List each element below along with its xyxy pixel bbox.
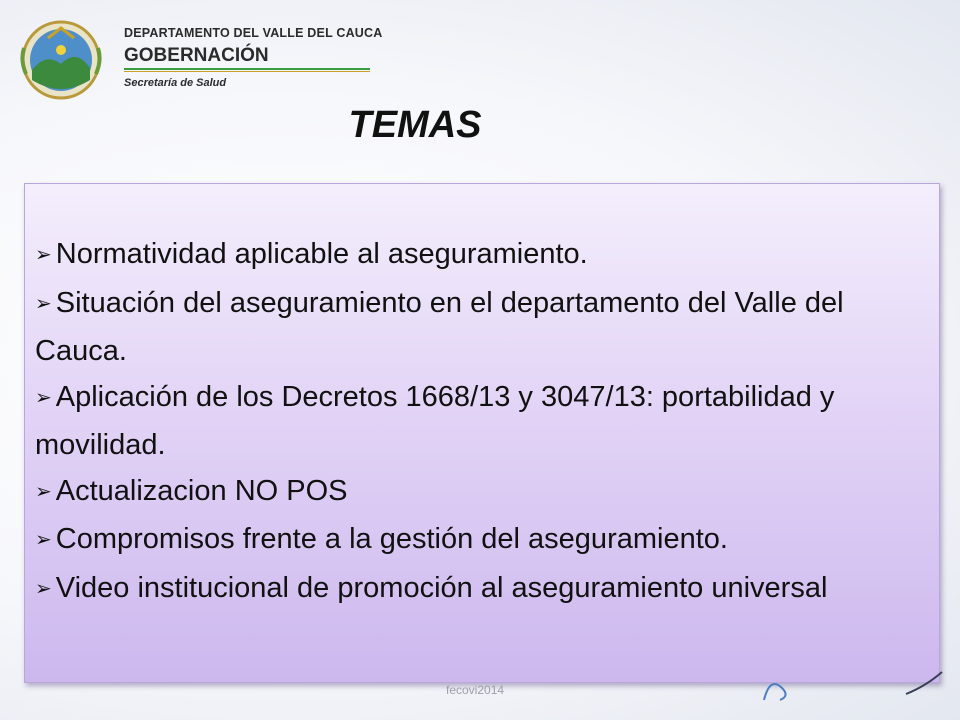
topic-text: Normatividad aplicable al aseguramiento.	[55, 238, 588, 270]
arrow-bullet-icon: ➢	[35, 577, 52, 600]
topic-text: Actualizacion NO POS	[55, 474, 348, 507]
header-logo	[18, 18, 383, 108]
topic-item	[35, 232, 925, 281]
topic-item	[35, 281, 925, 375]
topics-box	[24, 183, 940, 683]
governorate-name: GOBERNACIÓN	[124, 45, 269, 66]
decorative-swirl-icon	[756, 666, 946, 706]
topic-text: Video institucional de promoción al aseguramiento universal	[55, 571, 828, 604]
topic-item	[35, 469, 925, 518]
arrow-bullet-icon: ➢	[35, 386, 52, 409]
header-rule-green	[124, 68, 370, 70]
topic-list	[35, 232, 925, 614]
coat-of-arms-icon	[18, 18, 104, 102]
topic-item	[35, 566, 925, 615]
topic-text: Situación del aseguramiento en el departamento del Valle del Cauca.	[35, 286, 844, 367]
slide-title: TEMAS	[348, 104, 482, 146]
topic-item	[35, 375, 925, 469]
department-name: DEPARTAMENTO DEL VALLE DEL CAUCA	[124, 26, 383, 40]
header-rule-gold	[124, 71, 370, 72]
topic-text: Compromisos frente a la gestión del aseguramiento.	[55, 523, 728, 555]
arrow-bullet-icon: ➢	[35, 480, 52, 503]
arrow-bullet-icon: ➢	[35, 529, 52, 551]
footer-note: fecovi2014	[446, 683, 505, 697]
topic-item	[35, 517, 925, 566]
secretariat-name: Secretaría de Salud	[124, 77, 227, 89]
arrow-bullet-icon: ➢	[35, 244, 52, 266]
topic-text: Aplicación de los Decretos 1668/13 y 3047/13: portabilidad y movilidad.	[35, 380, 835, 461]
arrow-bullet-icon: ➢	[35, 292, 52, 315]
